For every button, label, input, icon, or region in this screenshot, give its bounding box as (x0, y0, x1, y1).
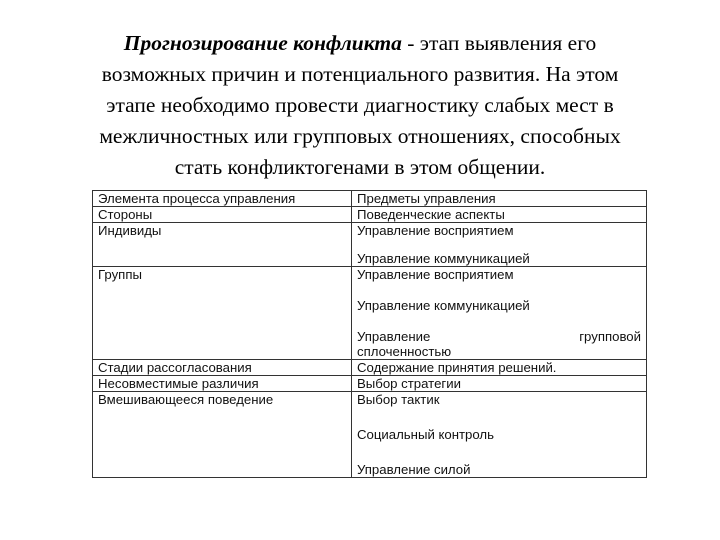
row-values (352, 223, 647, 267)
intro-line-1-rest: - этап выявления его (401, 31, 597, 55)
table-row (93, 267, 647, 360)
intro-line-4: межличностных или групповых отношениях, способных (99, 124, 621, 148)
table-row (93, 392, 647, 478)
table-row (93, 207, 647, 223)
row-value: Управление восприятием (357, 267, 514, 282)
table-header-row (93, 191, 647, 207)
table-row (93, 376, 647, 392)
row-value: Управление коммуникацией (357, 251, 530, 266)
row-value: Содержание принятия решений. (352, 360, 647, 376)
row-value: Выбор тактик (357, 392, 440, 407)
row-value: Управление силой (357, 462, 471, 477)
row-label: Несовместимые различия (93, 376, 352, 392)
row-label: Индивиды (93, 223, 352, 267)
header-cell-elements: Элемента процесса управления (93, 191, 352, 207)
row-label: Стороны (93, 207, 352, 223)
row-value-word: Управление (357, 329, 431, 344)
header-cell-subjects: Предметы управления (352, 191, 647, 207)
row-values (352, 392, 647, 478)
row-value: Управление коммуникацией (357, 298, 530, 313)
intro-line-5: стать конфликтогенами в этом общении. (174, 155, 546, 179)
table-row (93, 223, 647, 267)
row-values (352, 267, 647, 360)
row-value: Выбор стратегии (352, 376, 647, 392)
intro-paragraph (40, 28, 680, 183)
management-table (92, 190, 647, 478)
intro-line-1 (40, 28, 680, 59)
row-label: Вмешивающееся поведение (93, 392, 352, 478)
row-value: Поведенческие аспекты (352, 207, 647, 223)
row-value: сплоченностью (357, 344, 452, 359)
intro-line-3: этапе необходимо провести диагностику слабых мест в (106, 93, 614, 117)
row-value: Управление восприятием (357, 223, 514, 238)
row-value: Социальный контроль (357, 427, 494, 442)
key-term: Прогнозирование конфликта (123, 31, 402, 55)
intro-line-2: возможных причин и потенциального развития. На этом (101, 62, 619, 86)
row-label: Стадии рассогласования (93, 360, 352, 376)
row-value-justified (357, 329, 641, 344)
table-row (93, 360, 647, 376)
row-label: Группы (93, 267, 352, 360)
row-value-word: групповой (579, 329, 641, 344)
